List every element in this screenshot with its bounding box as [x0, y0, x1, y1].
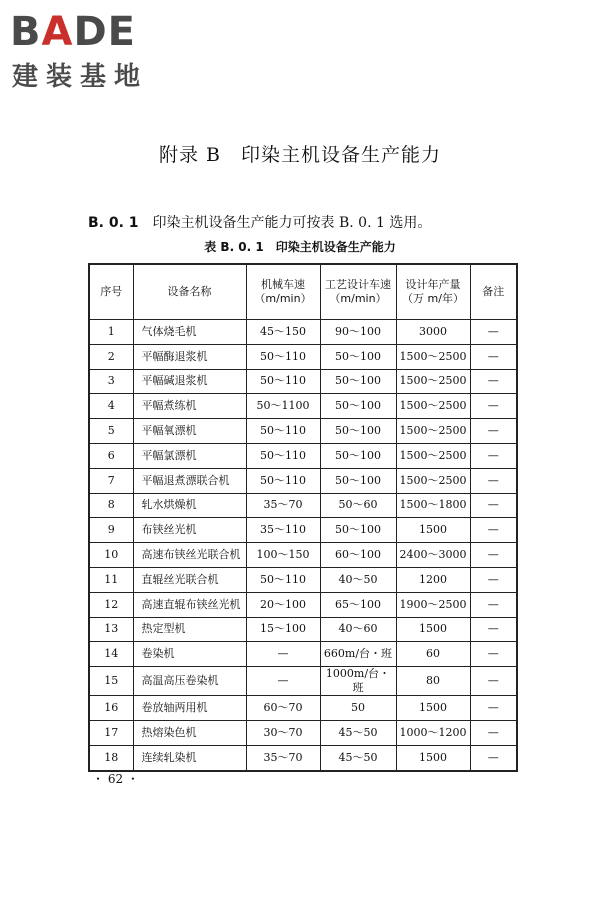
cell-mechanical-speed: —: [246, 667, 320, 696]
cell-mechanical-speed: 50～110: [246, 369, 320, 394]
cell-mechanical-speed: 20～100: [246, 592, 320, 617]
cell-mechanical-speed: 15～100: [246, 617, 320, 642]
cell-process-speed: 50～100: [320, 369, 396, 394]
cell-equipment-name: 热定型机: [133, 617, 246, 642]
cell-process-speed: 50～100: [320, 394, 396, 419]
table-row: [89, 419, 517, 444]
table-row: [89, 344, 517, 369]
cell-equipment-name: 布铗丝光机: [133, 518, 246, 543]
cell-annual-output: 1500: [396, 696, 470, 721]
cell-note: —: [470, 745, 517, 770]
cell-process-speed: 40～50: [320, 567, 396, 592]
cell-process-speed: 90～100: [320, 320, 396, 345]
table-row: [89, 667, 517, 696]
cell-note: —: [470, 369, 517, 394]
logo-subtitle: 建装基地: [12, 62, 149, 92]
cell-no: 12: [89, 592, 133, 617]
cell-equipment-name: 直辊丝光联合机: [133, 567, 246, 592]
cell-process-speed: 65～100: [320, 592, 396, 617]
table-row: [89, 518, 517, 543]
header-note: 备注: [470, 264, 517, 320]
cell-equipment-name: 卷染机: [133, 642, 246, 667]
clause-text: 印染主机设备生产能力可按表 B. 0. 1 选用。: [152, 215, 432, 231]
cell-note: —: [470, 344, 517, 369]
cell-equipment-name: 平幅退煮漂联合机: [133, 468, 246, 493]
table-row: [89, 567, 517, 592]
cell-note: —: [470, 518, 517, 543]
cell-equipment-name: 轧水烘燥机: [133, 493, 246, 518]
cell-mechanical-speed: 50～110: [246, 468, 320, 493]
cell-process-speed: 50～100: [320, 344, 396, 369]
cell-equipment-name: 高速直辊布铗丝光机: [133, 592, 246, 617]
table-caption: 表 B. 0. 1 印染主机设备生产能力: [204, 240, 396, 254]
cell-mechanical-speed: 30～70: [246, 720, 320, 745]
table-row: [89, 745, 517, 770]
table-row: [89, 642, 517, 667]
cell-annual-output: 1500: [396, 617, 470, 642]
cell-no: 3: [89, 369, 133, 394]
cell-equipment-name: 卷放轴两用机: [133, 696, 246, 721]
cell-process-speed: 50～100: [320, 419, 396, 444]
cell-equipment-name: 高速布铗丝光联合机: [133, 543, 246, 568]
table-row: [89, 696, 517, 721]
cell-process-speed: 50～100: [320, 468, 396, 493]
table-row: [89, 320, 517, 345]
cell-process-speed: 1000m/台・班: [320, 667, 396, 696]
cell-mechanical-speed: 50～110: [246, 419, 320, 444]
cell-equipment-name: 高温高压卷染机: [133, 667, 246, 696]
cell-note: —: [470, 667, 517, 696]
cell-annual-output: 1500: [396, 745, 470, 770]
cell-annual-output: 1500～2500: [396, 443, 470, 468]
cell-annual-output: 1500～2500: [396, 468, 470, 493]
cell-process-speed: 50～60: [320, 493, 396, 518]
cell-no: 14: [89, 642, 133, 667]
table-row: [89, 592, 517, 617]
cell-no: 9: [89, 518, 133, 543]
cell-note: —: [470, 394, 517, 419]
cell-mechanical-speed: 100～150: [246, 543, 320, 568]
cell-annual-output: 1500～2500: [396, 369, 470, 394]
table-row: [89, 369, 517, 394]
cell-mechanical-speed: 50～1100: [246, 394, 320, 419]
header-name: 设备名称: [133, 264, 246, 320]
cell-equipment-name: 平幅氧漂机: [133, 419, 246, 444]
cell-note: —: [470, 642, 517, 667]
cell-equipment-name: 平幅酶退浆机: [133, 344, 246, 369]
cell-no: 2: [89, 344, 133, 369]
cell-mechanical-speed: 60～70: [246, 696, 320, 721]
page-number: ・ 62 ・: [92, 772, 139, 786]
table-row: [89, 543, 517, 568]
cell-mechanical-speed: —: [246, 642, 320, 667]
header-annual-output: 设计年产量 （万 m/年）: [396, 264, 470, 320]
cell-note: —: [470, 320, 517, 345]
cell-process-speed: 50: [320, 696, 396, 721]
clause-number: B. 0. 1: [88, 215, 139, 231]
header-no: 序号: [89, 264, 133, 320]
cell-note: —: [470, 592, 517, 617]
cell-no: 4: [89, 394, 133, 419]
cell-annual-output: 1200: [396, 567, 470, 592]
cell-no: 7: [89, 468, 133, 493]
header-process-speed: 工艺设计车速 （m/min）: [320, 264, 396, 320]
cell-process-speed: 50～100: [320, 518, 396, 543]
cell-note: —: [470, 493, 517, 518]
cell-annual-output: 60: [396, 642, 470, 667]
appendix-title: 附录 B 印染主机设备生产能力: [158, 144, 441, 166]
cell-no: 10: [89, 543, 133, 568]
cell-no: 5: [89, 419, 133, 444]
cell-note: —: [470, 720, 517, 745]
cell-annual-output: 1500: [396, 518, 470, 543]
cell-annual-output: 1500～1800: [396, 493, 470, 518]
header-speed: 机械车速 （m/min）: [246, 264, 320, 320]
cell-process-speed: 60～100: [320, 543, 396, 568]
cell-annual-output: 1900～2500: [396, 592, 470, 617]
cell-note: —: [470, 443, 517, 468]
cell-equipment-name: 平幅煮练机: [133, 394, 246, 419]
bade-logo: [10, 8, 180, 90]
cell-process-speed: 50～100: [320, 443, 396, 468]
cell-equipment-name: 热熔染色机: [133, 720, 246, 745]
cell-annual-output: 80: [396, 667, 470, 696]
cell-process-speed: 660m/台・班: [320, 642, 396, 667]
cell-no: 11: [89, 567, 133, 592]
cell-annual-output: 1500～2500: [396, 419, 470, 444]
cell-no: 15: [89, 667, 133, 696]
cell-mechanical-speed: 50～110: [246, 344, 320, 369]
table-row: [89, 468, 517, 493]
cell-no: 6: [89, 443, 133, 468]
cell-no: 16: [89, 696, 133, 721]
cell-no: 13: [89, 617, 133, 642]
table-row: [89, 720, 517, 745]
table-header-row: [89, 264, 517, 320]
cell-process-speed: 40～60: [320, 617, 396, 642]
cell-note: —: [470, 419, 517, 444]
cell-annual-output: 1500～2500: [396, 394, 470, 419]
cell-note: —: [470, 567, 517, 592]
cell-mechanical-speed: 35～110: [246, 518, 320, 543]
cell-note: —: [470, 543, 517, 568]
cell-note: —: [470, 468, 517, 493]
cell-mechanical-speed: 35～70: [246, 493, 320, 518]
cell-no: 18: [89, 745, 133, 770]
cell-annual-output: 1000～1200: [396, 720, 470, 745]
cell-note: —: [470, 617, 517, 642]
capacity-table: [88, 263, 518, 772]
cell-mechanical-speed: 50～110: [246, 567, 320, 592]
cell-equipment-name: 连续轧染机: [133, 745, 246, 770]
cell-annual-output: 3000: [396, 320, 470, 345]
cell-annual-output: 1500～2500: [396, 344, 470, 369]
clause-paragraph: [88, 212, 431, 232]
cell-equipment-name: 平幅氯漂机: [133, 443, 246, 468]
cell-process-speed: 45～50: [320, 745, 396, 770]
table-row: [89, 493, 517, 518]
cell-mechanical-speed: 35～70: [246, 745, 320, 770]
cell-equipment-name: 平幅碱退浆机: [133, 369, 246, 394]
cell-note: —: [470, 696, 517, 721]
logo-wordmark: BADE: [10, 9, 136, 55]
table-row: [89, 617, 517, 642]
table-row: [89, 394, 517, 419]
cell-equipment-name: 气体烧毛机: [133, 320, 246, 345]
table-row: [89, 443, 517, 468]
cell-annual-output: 2400～3000: [396, 543, 470, 568]
cell-no: 8: [89, 493, 133, 518]
cell-no: 17: [89, 720, 133, 745]
cell-no: 1: [89, 320, 133, 345]
cell-process-speed: 45～50: [320, 720, 396, 745]
cell-mechanical-speed: 45～150: [246, 320, 320, 345]
cell-mechanical-speed: 50～110: [246, 443, 320, 468]
